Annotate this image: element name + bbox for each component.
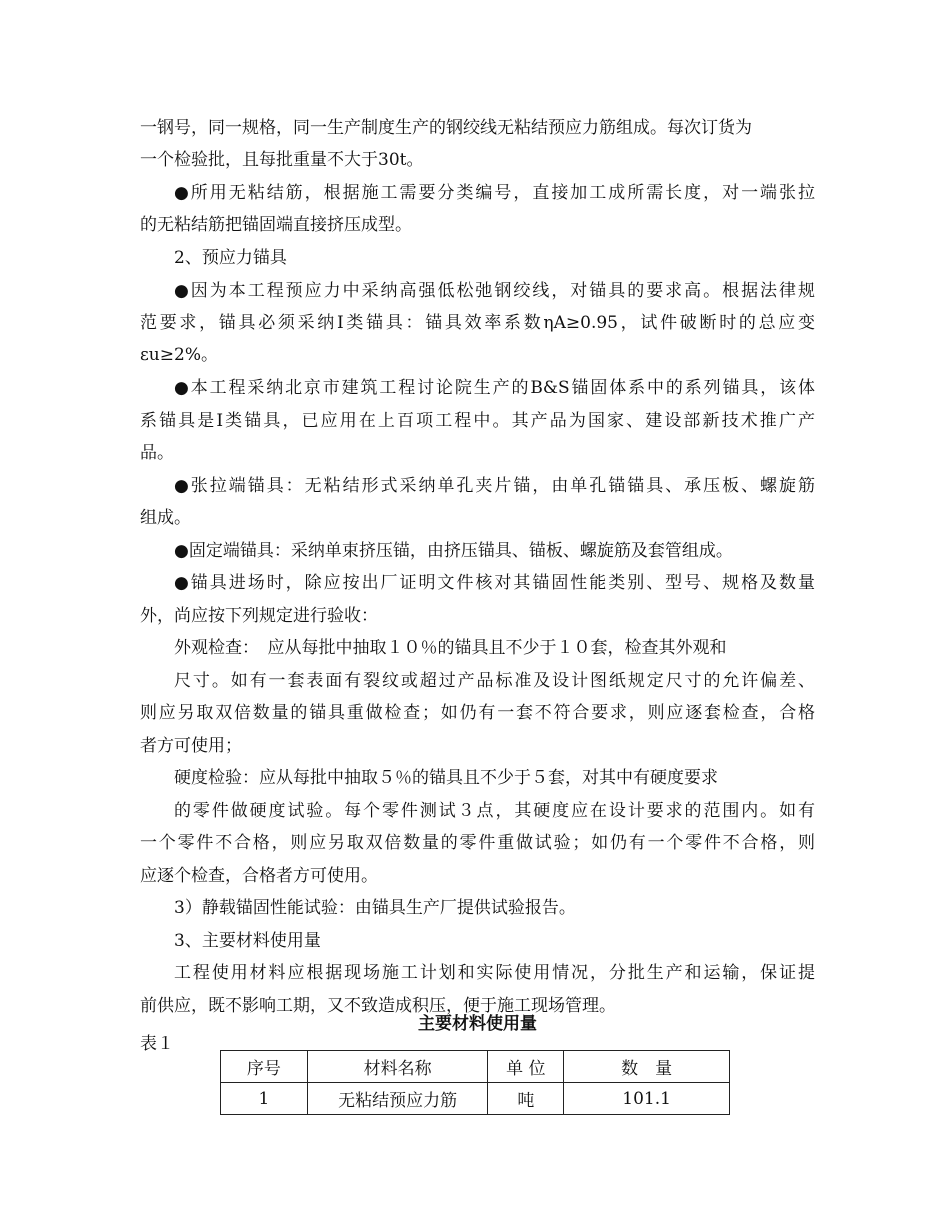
table-cell: 101.1 [564, 1083, 730, 1115]
paragraph-line: εu≥2%。 [140, 345, 218, 365]
table-cell: 1 [221, 1083, 308, 1115]
paragraph-line: ●锚具进场时，除应按出厂证明文件核对其锚固性能类别、型号、规格及数量 [174, 573, 815, 593]
section-heading: 2、预应力锚具 [174, 248, 287, 268]
paragraph-line: 组成。 [140, 508, 191, 528]
paragraph-line: 一钢号，同一规格，同一生产制度生产的钢绞线无粘结预应力筋组成。每次订货为 [140, 118, 752, 138]
header-cell: 序号 [221, 1051, 308, 1083]
paragraph-line: 一个零件不合格，则应另取双倍数量的零件重做试验；如仍有一个零件不合格，则 [140, 833, 815, 853]
table-header-row [221, 1051, 730, 1083]
paragraph-line: 硬度检验：应从每批中抽取５％的锚具且不少于５套，对其中有硬度要求 [174, 768, 718, 788]
paragraph-line: 尺寸。如有一套表面有裂纹或超过产品标准及设计图纸规定尺寸的允许偏差、 [174, 671, 815, 691]
header-cell: 材料名称 [307, 1051, 488, 1083]
paragraph-line: 范要求，锚具必须采纳Ⅰ类锚具：锚具效率系数ηA≥0.95，试件破断时的总应变 [140, 313, 815, 333]
paragraph-line: ●因为本工程预应力中采纳高强低松弛钢绞线，对锚具的要求高。根据法律规 [174, 281, 815, 301]
paragraph-line: 的无粘结筋把锚固端直接挤压成型。 [140, 215, 412, 235]
header-cell: 数 量 [564, 1051, 730, 1083]
paragraph-line: ●张拉端锚具：无粘结形式采纳单孔夹片锚，由单孔锚锚具、承压板、螺旋筋 [174, 476, 815, 496]
paragraph-line: 前供应，既不影响工期，又不致造成积压，便于施工现场管理。 [140, 996, 616, 1016]
paragraph-line: 的零件做硬度试验。每个零件测试３点，其硬度应在设计要求的范围内。如有 [174, 801, 815, 821]
table-row [221, 1083, 730, 1115]
section-heading: 3、主要材料使用量 [174, 931, 321, 951]
table-cell: 无粘结预应力筋 [307, 1083, 488, 1115]
paragraph-line: ●所用无粘结筋，根据施工需要分类编号，直接加工成所需长度，对一端张拉 [174, 183, 815, 203]
paragraph-line: 外，尚应按下列规定进行验收： [140, 606, 378, 626]
paragraph-line: 一个检验批，且每批重量不大于30t。 [140, 150, 424, 170]
table-label: 表１ [140, 1034, 174, 1054]
paragraph-line: 3）静载锚固性能试验：由锚具生产厂提供试验报告。 [174, 898, 576, 918]
paragraph-line: 品。 [140, 443, 174, 463]
table-title: 主要材料使用量 [418, 1014, 537, 1034]
paragraph-line: 者方可使用； [140, 736, 242, 756]
header-cell: 单 位 [488, 1051, 564, 1083]
paragraph-line: ●本工程采纳北京市建筑工程讨论院生产的B&S锚固体系中的系列锚具，该体 [174, 378, 815, 398]
paragraph-line: 外观检查： 应从每批中抽取１０％的锚具且不少于１０套，检查其外观和 [174, 638, 727, 658]
paragraph-line: 工程使用材料应根据现场施工计划和实际使用情况，分批生产和运输，保证提 [174, 963, 815, 983]
table-cell: 吨 [488, 1083, 564, 1115]
paragraph-line: 应逐个检查，合格者方可使用。 [140, 866, 378, 886]
paragraph-line: 系锚具是Ⅰ类锚具，已应用在上百项工程中。其产品为国家、建设部新技术推广产 [140, 411, 815, 431]
paragraph-line: ●固定端锚具：采纳单束挤压锚，由挤压锚具、锚板、螺旋筋及套管组成。 [174, 541, 733, 561]
materials-table [220, 1050, 730, 1115]
paragraph-line: 则应另取双倍数量的锚具重做检查；如仍有一套不符合要求，则应逐套检查，合格 [140, 703, 815, 723]
